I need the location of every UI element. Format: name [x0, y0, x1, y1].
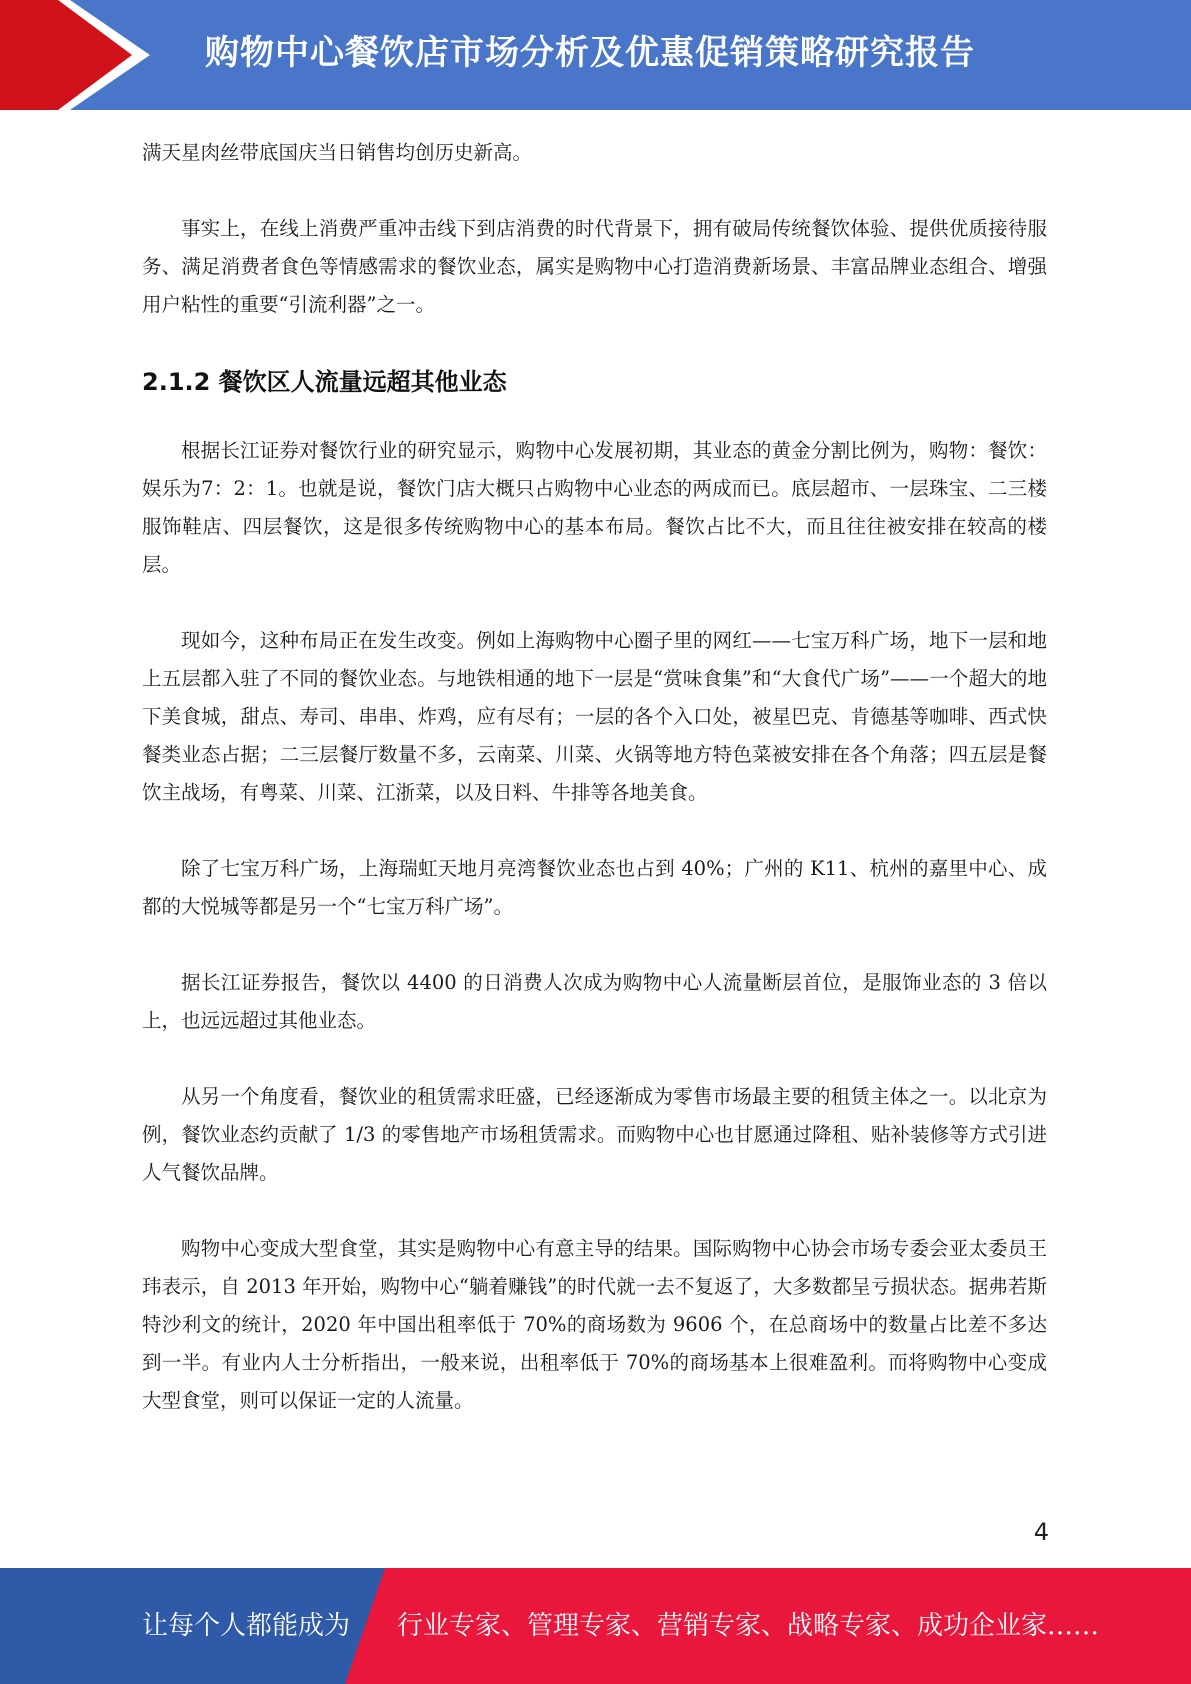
paragraph: 现如今，这种布局正在发生改变。例如上海购物中心圈子里的网红——七宝万科广场，地下一层和地上五层都入驻了不同的餐饮业态。与地铁相通的地下一层是“赏味食集”和“大食代广场”——一个超大的地下美食城，甜点、寿司、串串、炸鸡，应有尽有；一层的各个入口处，被星巴克、肯德基等咖啡、西式快餐类业态占据；二三层餐厅数量不多，云南菜、川菜、火锅等地方特色菜被安排在各个角落；四五层是餐饮主战场，有粤菜、川菜、江浙菜，以及日料、牛排等各地美食。 [142, 629, 1047, 804]
footer-slogan-left: 让每个人都能成为 [142, 1611, 351, 1641]
header-chevron-decoration [0, 0, 150, 110]
paragraph: 满天星肉丝带底国庆当日销售均创历史新高。 [142, 141, 533, 164]
footer-slogan-right: 行业专家、管理专家、营销专家、战略专家、成功企业家…… [397, 1611, 1100, 1641]
paragraph: 据长江证券报告，餐饮以 4400 的日消费人次成为购物中心人流量断层首位，是服饰业态的 3 倍以上，也远远超过其他业态。 [142, 971, 1047, 1032]
footer-band [0, 1568, 1191, 1684]
paragraph: 购物中心变成大型食堂，其实是购物中心有意主导的结果。国际购物中心协会市场专委会亚太委员王玮表示，自 2013 年开始，购物中心“躺着赚钱”的时代就一去不复返了，大多数都呈亏损状态。据弗若斯特沙利文的统计，2020 年中国出租率低于 70%的商场数为 9606 个，在总商场中的数量占比差不多达到一半。有业内人士分析指出，一般来说，出租率低于 70%的商场基本上很难盈利。而将购物中心变成大型食堂，则可以保证一定的人流量。 [142, 1237, 1047, 1412]
header-band [0, 0, 1191, 110]
paragraph: 根据长江证券对餐饮行业的研究显示，购物中心发展初期，其业态的黄金分割比例为，购物：餐饮：娱乐为7：2：1。也就是说，餐饮门店大概只占购物中心业态的两成而已。底层超市、一层珠宝、二三楼服饰鞋店、四层餐饮，这是很多传统购物中心的基本布局。餐饮占比不大，而且往往被安排在较高的楼层。 [142, 439, 1047, 576]
paragraph: 从另一个角度看，餐饮业的租赁需求旺盛，已经逐渐成为零售市场最主要的租赁主体之一。以北京为例，餐饮业态约贡献了 1/3 的零售地产市场租赁需求。而购物中心也甘愿通过降租、贴补装修等方式引进人气餐饮品牌。 [142, 1085, 1047, 1184]
paragraph: 事实上，在线上消费严重冲击线下到店消费的时代背景下，拥有破局传统餐饮体验、提供优质接待服务、满足消费者食色等情感需求的餐饮业态，属实是购物中心打造消费新场景、丰富品牌业态组合、增强用户粘性的重要“引流利器”之一。 [142, 217, 1047, 316]
paragraph: 除了七宝万科广场，上海瑞虹天地月亮湾餐饮业态也占到 40%；广州的 K11、杭州的嘉里中心、成都的大悦城等都是另一个“七宝万科广场”。 [142, 857, 1047, 918]
report-title: 购物中心餐饮店市场分析及优惠促销策略研究报告 [205, 33, 975, 73]
page-number: 4 [1033, 1518, 1049, 1546]
section-heading: 2.1.2 餐饮区人流量远超其他业态 [142, 368, 507, 396]
document-body [142, 134, 1047, 1458]
